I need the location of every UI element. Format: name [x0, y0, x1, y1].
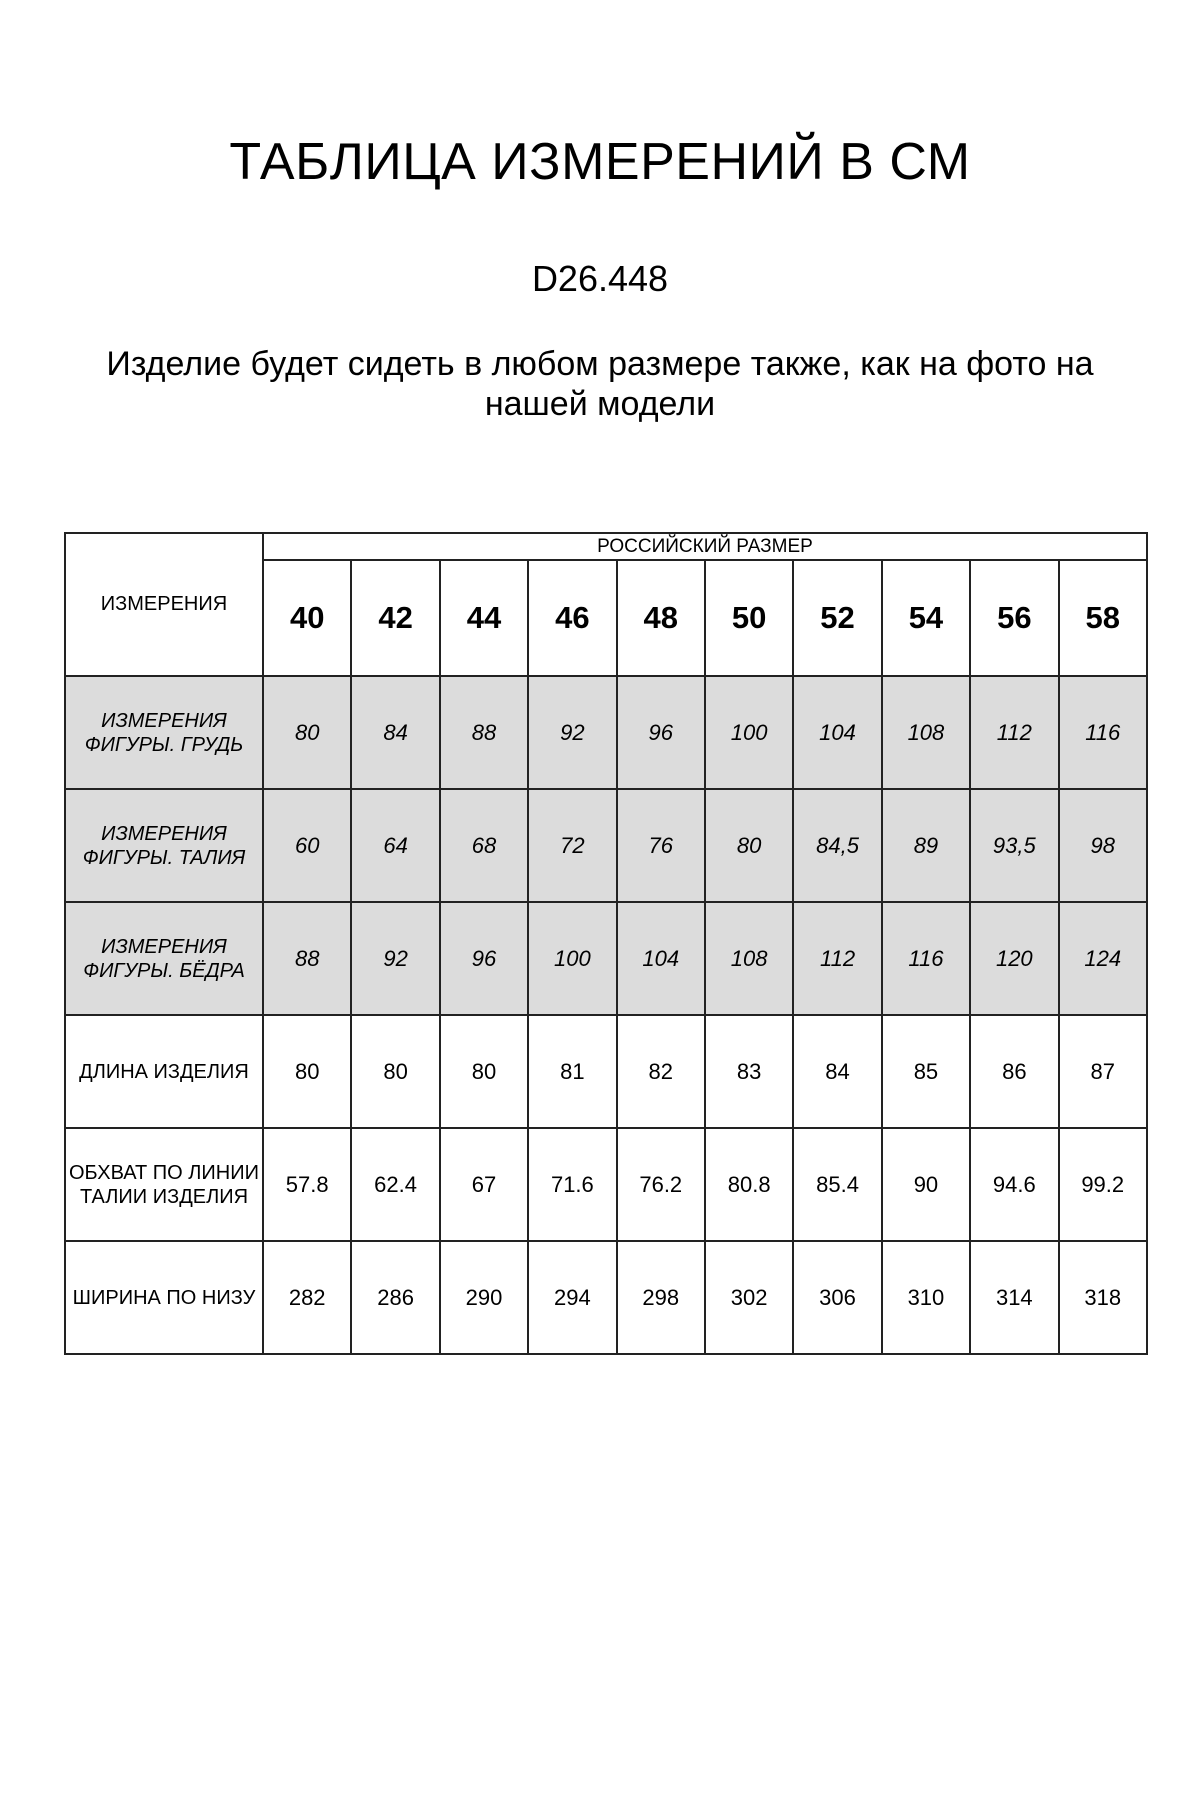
header-row-group: [65, 533, 1147, 560]
size-header-cell: 42: [351, 560, 439, 676]
size-header-cell: 48: [617, 560, 705, 676]
table-cell: 98: [1059, 789, 1147, 902]
table-cell: 80: [440, 1015, 528, 1128]
row-label: ИЗМЕРЕНИЯ ФИГУРЫ. ТАЛИЯ: [65, 789, 263, 902]
size-header-cell: 46: [528, 560, 616, 676]
size-header-cell: 52: [793, 560, 881, 676]
table-cell: 314: [970, 1241, 1058, 1354]
russian-size-header: РОССИЙСКИЙ РАЗМЕР: [263, 533, 1147, 560]
size-header-cell: 56: [970, 560, 1058, 676]
table-cell: 310: [882, 1241, 970, 1354]
table-cell: 82: [617, 1015, 705, 1128]
table-cell: 81: [528, 1015, 616, 1128]
table-cell: 84,5: [793, 789, 881, 902]
table-cell: 306: [793, 1241, 881, 1354]
size-header-cell: 40: [263, 560, 351, 676]
table-cell: 85: [882, 1015, 970, 1128]
table-cell: 92: [528, 676, 616, 789]
fit-note: Изделие будет сидеть в любом размере также, как на фото на нашей модели: [106, 345, 1094, 423]
table-cell: 76.2: [617, 1128, 705, 1241]
table-cell: 88: [263, 902, 351, 1015]
table-cell: 87: [1059, 1015, 1147, 1128]
table-cell: 80: [705, 789, 793, 902]
table-cell: 80: [263, 1015, 351, 1128]
table-cell: 72: [528, 789, 616, 902]
measurements-header: ИЗМЕРЕНИЯ: [65, 533, 263, 676]
table-cell: 89: [882, 789, 970, 902]
table-cell: 104: [617, 902, 705, 1015]
row-label: ИЗМЕРЕНИЯ ФИГУРЫ. ГРУДЬ: [65, 676, 263, 789]
table-row: [65, 1241, 1147, 1354]
table-cell: 83: [705, 1015, 793, 1128]
table-cell: 112: [793, 902, 881, 1015]
table-row: [65, 1015, 1147, 1128]
table-cell: 62.4: [351, 1128, 439, 1241]
table-cell: 64: [351, 789, 439, 902]
table-cell: 124: [1059, 902, 1147, 1015]
table-cell: 94.6: [970, 1128, 1058, 1241]
table-cell: 302: [705, 1241, 793, 1354]
table-cell: 298: [617, 1241, 705, 1354]
table-cell: 116: [882, 902, 970, 1015]
row-label: ДЛИНА ИЗДЕЛИЯ: [65, 1015, 263, 1128]
table-cell: 290: [440, 1241, 528, 1354]
table-cell: 294: [528, 1241, 616, 1354]
table-cell: 57.8: [263, 1128, 351, 1241]
row-label: ИЗМЕРЕНИЯ ФИГУРЫ. БЁДРА: [65, 902, 263, 1015]
table-cell: 108: [705, 902, 793, 1015]
table-cell: 100: [705, 676, 793, 789]
row-label: ОБХВАТ ПО ЛИНИИ ТАЛИИ ИЗДЕЛИЯ: [65, 1128, 263, 1241]
size-table: [64, 532, 1148, 1355]
table-cell: 92: [351, 902, 439, 1015]
table-cell: 68: [440, 789, 528, 902]
table-cell: 318: [1059, 1241, 1147, 1354]
table-cell: 80: [351, 1015, 439, 1128]
table-cell: 80.8: [705, 1128, 793, 1241]
table-cell: 120: [970, 902, 1058, 1015]
table-cell: 93,5: [970, 789, 1058, 902]
table-cell: 104: [793, 676, 881, 789]
size-header-cell: 58: [1059, 560, 1147, 676]
table-cell: 85.4: [793, 1128, 881, 1241]
table-cell: 116: [1059, 676, 1147, 789]
table-cell: 286: [351, 1241, 439, 1354]
table-cell: 112: [970, 676, 1058, 789]
table-cell: 80: [263, 676, 351, 789]
table-cell: 96: [617, 676, 705, 789]
table-cell: 84: [793, 1015, 881, 1128]
table-cell: 100: [528, 902, 616, 1015]
table-cell: 86: [970, 1015, 1058, 1128]
table-cell: 71.6: [528, 1128, 616, 1241]
table-body: [65, 676, 1147, 1354]
table-cell: 96: [440, 902, 528, 1015]
table-row: [65, 676, 1147, 789]
size-header-cell: 44: [440, 560, 528, 676]
table-row: [65, 1128, 1147, 1241]
article-code: D26.448: [531, 258, 669, 299]
table-cell: 84: [351, 676, 439, 789]
row-label: ШИРИНА ПО НИЗУ: [65, 1241, 263, 1354]
table-cell: 108: [882, 676, 970, 789]
table-cell: 60: [263, 789, 351, 902]
table-cell: 88: [440, 676, 528, 789]
table-cell: 76: [617, 789, 705, 902]
size-header-cell: 54: [882, 560, 970, 676]
size-header-cell: 50: [705, 560, 793, 676]
table-row: [65, 789, 1147, 902]
table-cell: 99.2: [1059, 1128, 1147, 1241]
table-cell: 90: [882, 1128, 970, 1241]
table-cell: 282: [263, 1241, 351, 1354]
table-cell: 67: [440, 1128, 528, 1241]
page-title: ТАБЛИЦА ИЗМЕРЕНИЙ В СМ: [229, 133, 971, 191]
table-row: [65, 902, 1147, 1015]
